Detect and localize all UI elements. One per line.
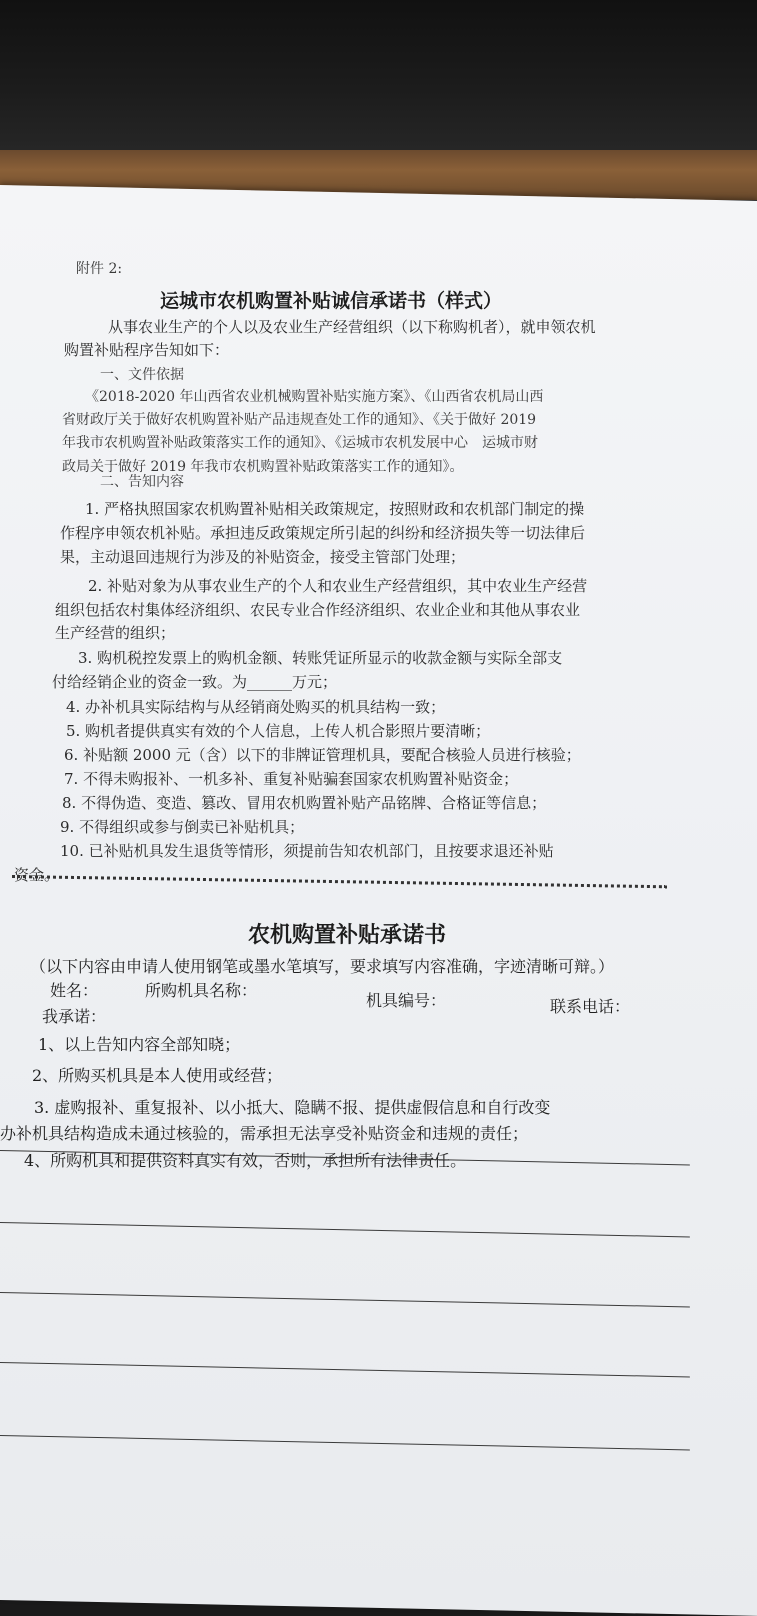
section-line: 政局关于做好 2019 年我市农机购置补贴政策落实工作的通知》。 — [62, 459, 464, 475]
promise-item: 3. 虚购报补、重复报补、以小抵大、隐瞒不报、提供虚假信息和自行改变 — [34, 1098, 551, 1117]
section-line: 省财政厅关于做好农机购置补贴产品违规查处工作的通知》、《关于做好 2019 — [62, 412, 537, 428]
promise-item: 4、所购机具和提供资料真实有效，否则，承担所有法律责任。 — [24, 1151, 467, 1170]
form-note: （以下内容由申请人使用钢笔或墨水笔填写，要求填写内容准确，字迹清晰可辩。） — [30, 957, 615, 976]
section-line: 年我市农机购置补贴政策落实工作的通知》、《运城市农机发展中心 运城市财 — [62, 435, 538, 451]
section-heading: 二、告知内容 — [100, 474, 184, 490]
notice-line: 付给经销企业的资金一致。为______万元； — [52, 673, 338, 691]
intro-line: 购置补贴程序告知如下： — [64, 341, 230, 359]
notice-line: 3. 购机税控发票上的购机金额、转账凭证所显示的收款金额与实际全部支 — [78, 649, 563, 667]
attachment-label: 附件 2: — [76, 261, 123, 277]
section-line: 《2018-2020 年山西省农业机械购置补贴实施方案》、《山西省农机局山西 — [85, 389, 544, 405]
notice-line: 4. 办补机具实际结构与从经销商处购买的机具结构一致； — [66, 698, 446, 716]
document-title: 运城市农机购置补贴诚信承诺书（样式） — [160, 290, 503, 312]
promise-item: 1、以上告知内容全部知晓； — [38, 1035, 241, 1054]
intro-line: 从事农业生产的个人以及农业生产经营组织（以下称购机者），就申领农机 — [108, 318, 596, 336]
notice-line: 1. 严格执照国家农机购置补贴相关政策规定，按照财政和农机部门制定的操 — [85, 500, 585, 518]
notice-line: 10. 已补贴机具发生退货等情形，须提前告知农机部门，且按要求退还补贴 — [60, 842, 554, 860]
notice-line: 7. 不得未购报补、一机多补、重复补贴骗套国家农机购置补贴资金； — [64, 770, 519, 788]
notice-line: 组织包括农村集体经济组织、农民专业合作经济组织、农业企业和其他从事农业 — [55, 601, 581, 619]
notice-line: 6. 补贴额 2000 元（含）以下的非牌证管理机具，要配合核验人员进行核验； — [64, 746, 581, 764]
notice-line: 8. 不得伪造、变造、篡改、冒用农机购置补贴产品铭牌、合格证等信息； — [62, 794, 547, 812]
background-dark-surface — [0, 0, 757, 150]
notice-line: 5. 购机者提供真实有效的个人信息，上传人机合影照片要清晰； — [66, 722, 491, 740]
promise-label: 我承诺： — [42, 1007, 107, 1026]
form-title: 农机购置补贴承诺书 — [248, 923, 447, 948]
notice-line: 作程序申领农机补贴。承担违反政策规定所引起的纠纷和经济损失等一切法律后 — [60, 524, 586, 542]
machine-name-label: 所购机具名称： — [145, 981, 258, 1000]
notice-line: 果，主动退回违规行为涉及的补贴资金，接受主管部门处理； — [60, 548, 466, 566]
notice-line: 9. 不得组织或参与倒卖已补贴机具； — [60, 818, 305, 836]
notice-line: 2. 补贴对象为从事农业生产的个人和农业生产经营组织，其中农业生产经营 — [88, 577, 588, 595]
section-heading: 一、文件依据 — [100, 367, 184, 383]
name-label: 姓名： — [50, 981, 99, 1000]
notice-line: 资金。 — [14, 866, 60, 884]
promise-item: 2、所购买机具是本人使用或经营； — [32, 1066, 283, 1085]
machine-serial-label: 机具编号： — [366, 991, 447, 1010]
notice-line: 生产经营的组织； — [55, 624, 176, 642]
phone-label: 联系电话： — [550, 997, 631, 1016]
promise-item: 办补机具结构造成未通过核验的，需承担无法享受补贴资金和违规的责任； — [0, 1124, 529, 1143]
